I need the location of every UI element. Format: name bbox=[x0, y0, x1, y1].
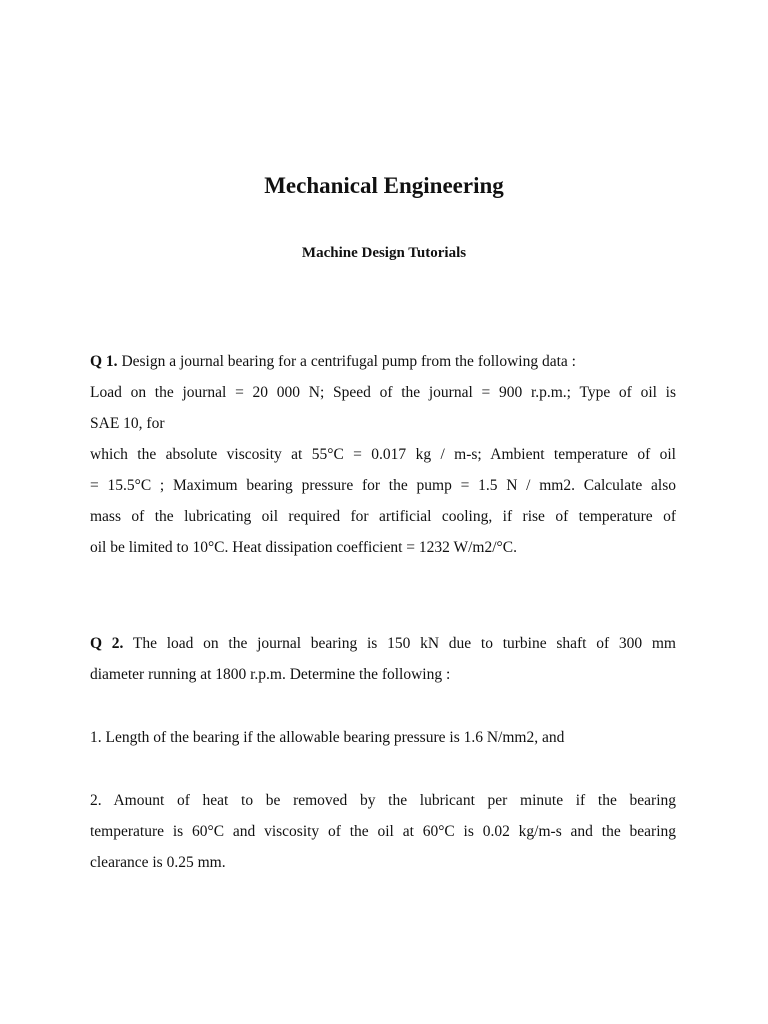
q2-item-1 bbox=[90, 722, 676, 753]
q2-item-2-line: temperature is 60°C and viscosity of the oil at 60°C is 0.02 kg/m-s and the bearing bbox=[90, 823, 676, 840]
question-2 bbox=[90, 628, 676, 690]
q2-text: The load on the journal bearing is 150 kN due to turbine shaft of 300 mm bbox=[123, 635, 676, 652]
q1-label: Q 1. bbox=[90, 353, 118, 370]
document-subtitle: Machine Design Tutorials bbox=[301, 245, 467, 261]
q1-line: oil be limited to 10°C. Heat dissipation coefficient = 1232 W/m2/°C. bbox=[90, 539, 517, 556]
q2-item-2 bbox=[90, 785, 676, 878]
q2-item-2-line: 2. Amount of heat to be removed by the lubricant per minute if the bearing bbox=[90, 792, 676, 809]
q1-line: which the absolute viscosity at 55°C = 0.017 kg / m-s; Ambient temperature of oil bbox=[90, 446, 676, 463]
q1-line: Load on the journal = 20 000 N; Speed of the journal = 900 r.p.m.; Type of oil is bbox=[90, 384, 676, 401]
q2-item-2-line: clearance is 0.25 mm. bbox=[90, 854, 226, 871]
q2-item-1-text: 1. Length of the bearing if the allowable bearing pressure is 1.6 N/mm2, and bbox=[90, 729, 565, 746]
document-title: Mechanical Engineering bbox=[264, 173, 504, 198]
q1-line: = 15.5°C ; Maximum bearing pressure for the pump = 1.5 N / mm2. Calculate also bbox=[90, 477, 676, 494]
q1-line: SAE 10, for bbox=[90, 415, 165, 432]
question-1 bbox=[90, 346, 676, 563]
q2-line: diameter running at 1800 r.p.m. Determine the following : bbox=[90, 666, 451, 683]
q1-line bbox=[90, 346, 676, 377]
q2-label: Q 2. bbox=[90, 635, 124, 652]
q2-line bbox=[90, 628, 676, 659]
q1-line: mass of the lubricating oil required for artificial cooling, if rise of temperature of bbox=[90, 508, 676, 525]
q1-text: Design a journal bearing for a centrifugal pump from the following data : bbox=[117, 353, 576, 370]
